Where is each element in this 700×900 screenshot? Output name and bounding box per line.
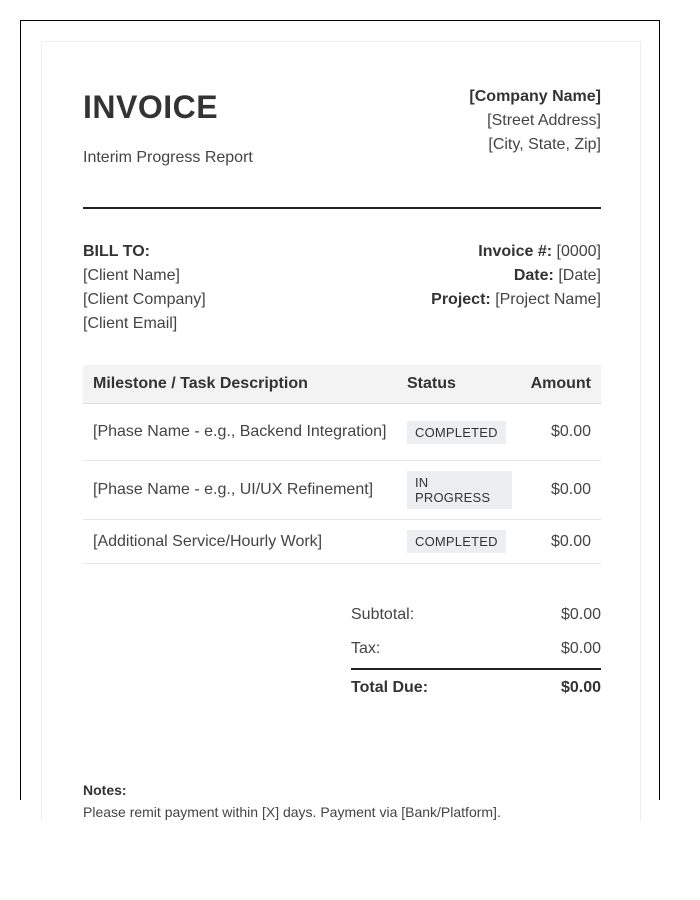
- total-due-value: $0.00: [560, 679, 601, 696]
- totals-block: [351, 598, 601, 705]
- row-amount: $0.00: [512, 404, 601, 461]
- column-header-amount: Amount: [512, 365, 601, 404]
- header-divider: [83, 207, 601, 209]
- table-row: [83, 461, 601, 520]
- column-header-description: Milestone / Task Description: [83, 365, 397, 404]
- row-amount: $0.00: [512, 461, 601, 520]
- invoice-number-value: [0000]: [556, 243, 601, 260]
- invoice-meta: [431, 240, 601, 312]
- total-due-label: Total Due:: [351, 679, 429, 696]
- total-due-row: [351, 671, 601, 705]
- company-city: [City, State, Zip]: [488, 136, 601, 153]
- invoice-date-value: [Date]: [558, 267, 601, 284]
- company-street: [Street Address]: [487, 112, 601, 129]
- invoice-subtitle: Interim Progress Report: [83, 149, 253, 166]
- row-status-cell: [397, 461, 512, 520]
- row-description: [Phase Name - e.g., Backend Integration]: [83, 404, 397, 461]
- invoice-title: INVOICE: [83, 89, 219, 125]
- project-line: [431, 288, 601, 312]
- totals-divider: [351, 668, 601, 670]
- project-value: [Project Name]: [495, 291, 601, 308]
- status-badge: COMPLETED: [407, 421, 506, 444]
- notes-text: Please remit payment within [X] days. Payment via [Bank/Platform].: [83, 804, 501, 820]
- subtotal-row: [351, 598, 601, 632]
- invoice-number-label: Invoice #:: [478, 243, 553, 260]
- invoice-number-line: [431, 240, 601, 264]
- notes-label: Notes:: [83, 782, 127, 798]
- row-amount: $0.00: [512, 520, 601, 564]
- row-status-cell: [397, 404, 512, 461]
- notes-block: [83, 779, 501, 823]
- subtotal-value: $0.00: [560, 606, 601, 623]
- column-header-status: Status: [397, 365, 512, 404]
- tax-row: [351, 632, 601, 666]
- company-name: [Company Name]: [469, 88, 601, 105]
- row-status-cell: [397, 520, 512, 564]
- status-badge: COMPLETED: [407, 530, 506, 553]
- row-description: [Phase Name - e.g., UI/UX Refinement]: [83, 461, 397, 520]
- subtotal-label: Subtotal:: [351, 606, 415, 623]
- client-name: [Client Name]: [83, 267, 180, 284]
- bill-to-label: BILL TO:: [83, 243, 150, 260]
- invoice-date-line: [431, 264, 601, 288]
- tax-label: Tax:: [351, 640, 381, 657]
- company-info: [469, 85, 601, 157]
- document-frame: [20, 20, 660, 820]
- row-description: [Additional Service/Hourly Work]: [83, 520, 397, 564]
- line-items-table: [83, 365, 601, 564]
- client-company: [Client Company]: [83, 291, 206, 308]
- client-email: [Client Email]: [83, 315, 178, 332]
- invoice-paper: [41, 41, 641, 821]
- table-row: [83, 404, 601, 461]
- table-header-row: [83, 365, 601, 404]
- project-label: Project:: [431, 291, 491, 308]
- bill-to-block: [83, 240, 206, 336]
- invoice-date-label: Date:: [513, 267, 554, 284]
- invoice-header: [83, 42, 601, 208]
- status-badge: IN PROGRESS: [407, 471, 512, 509]
- table-row: [83, 520, 601, 564]
- tax-value: $0.00: [560, 640, 601, 657]
